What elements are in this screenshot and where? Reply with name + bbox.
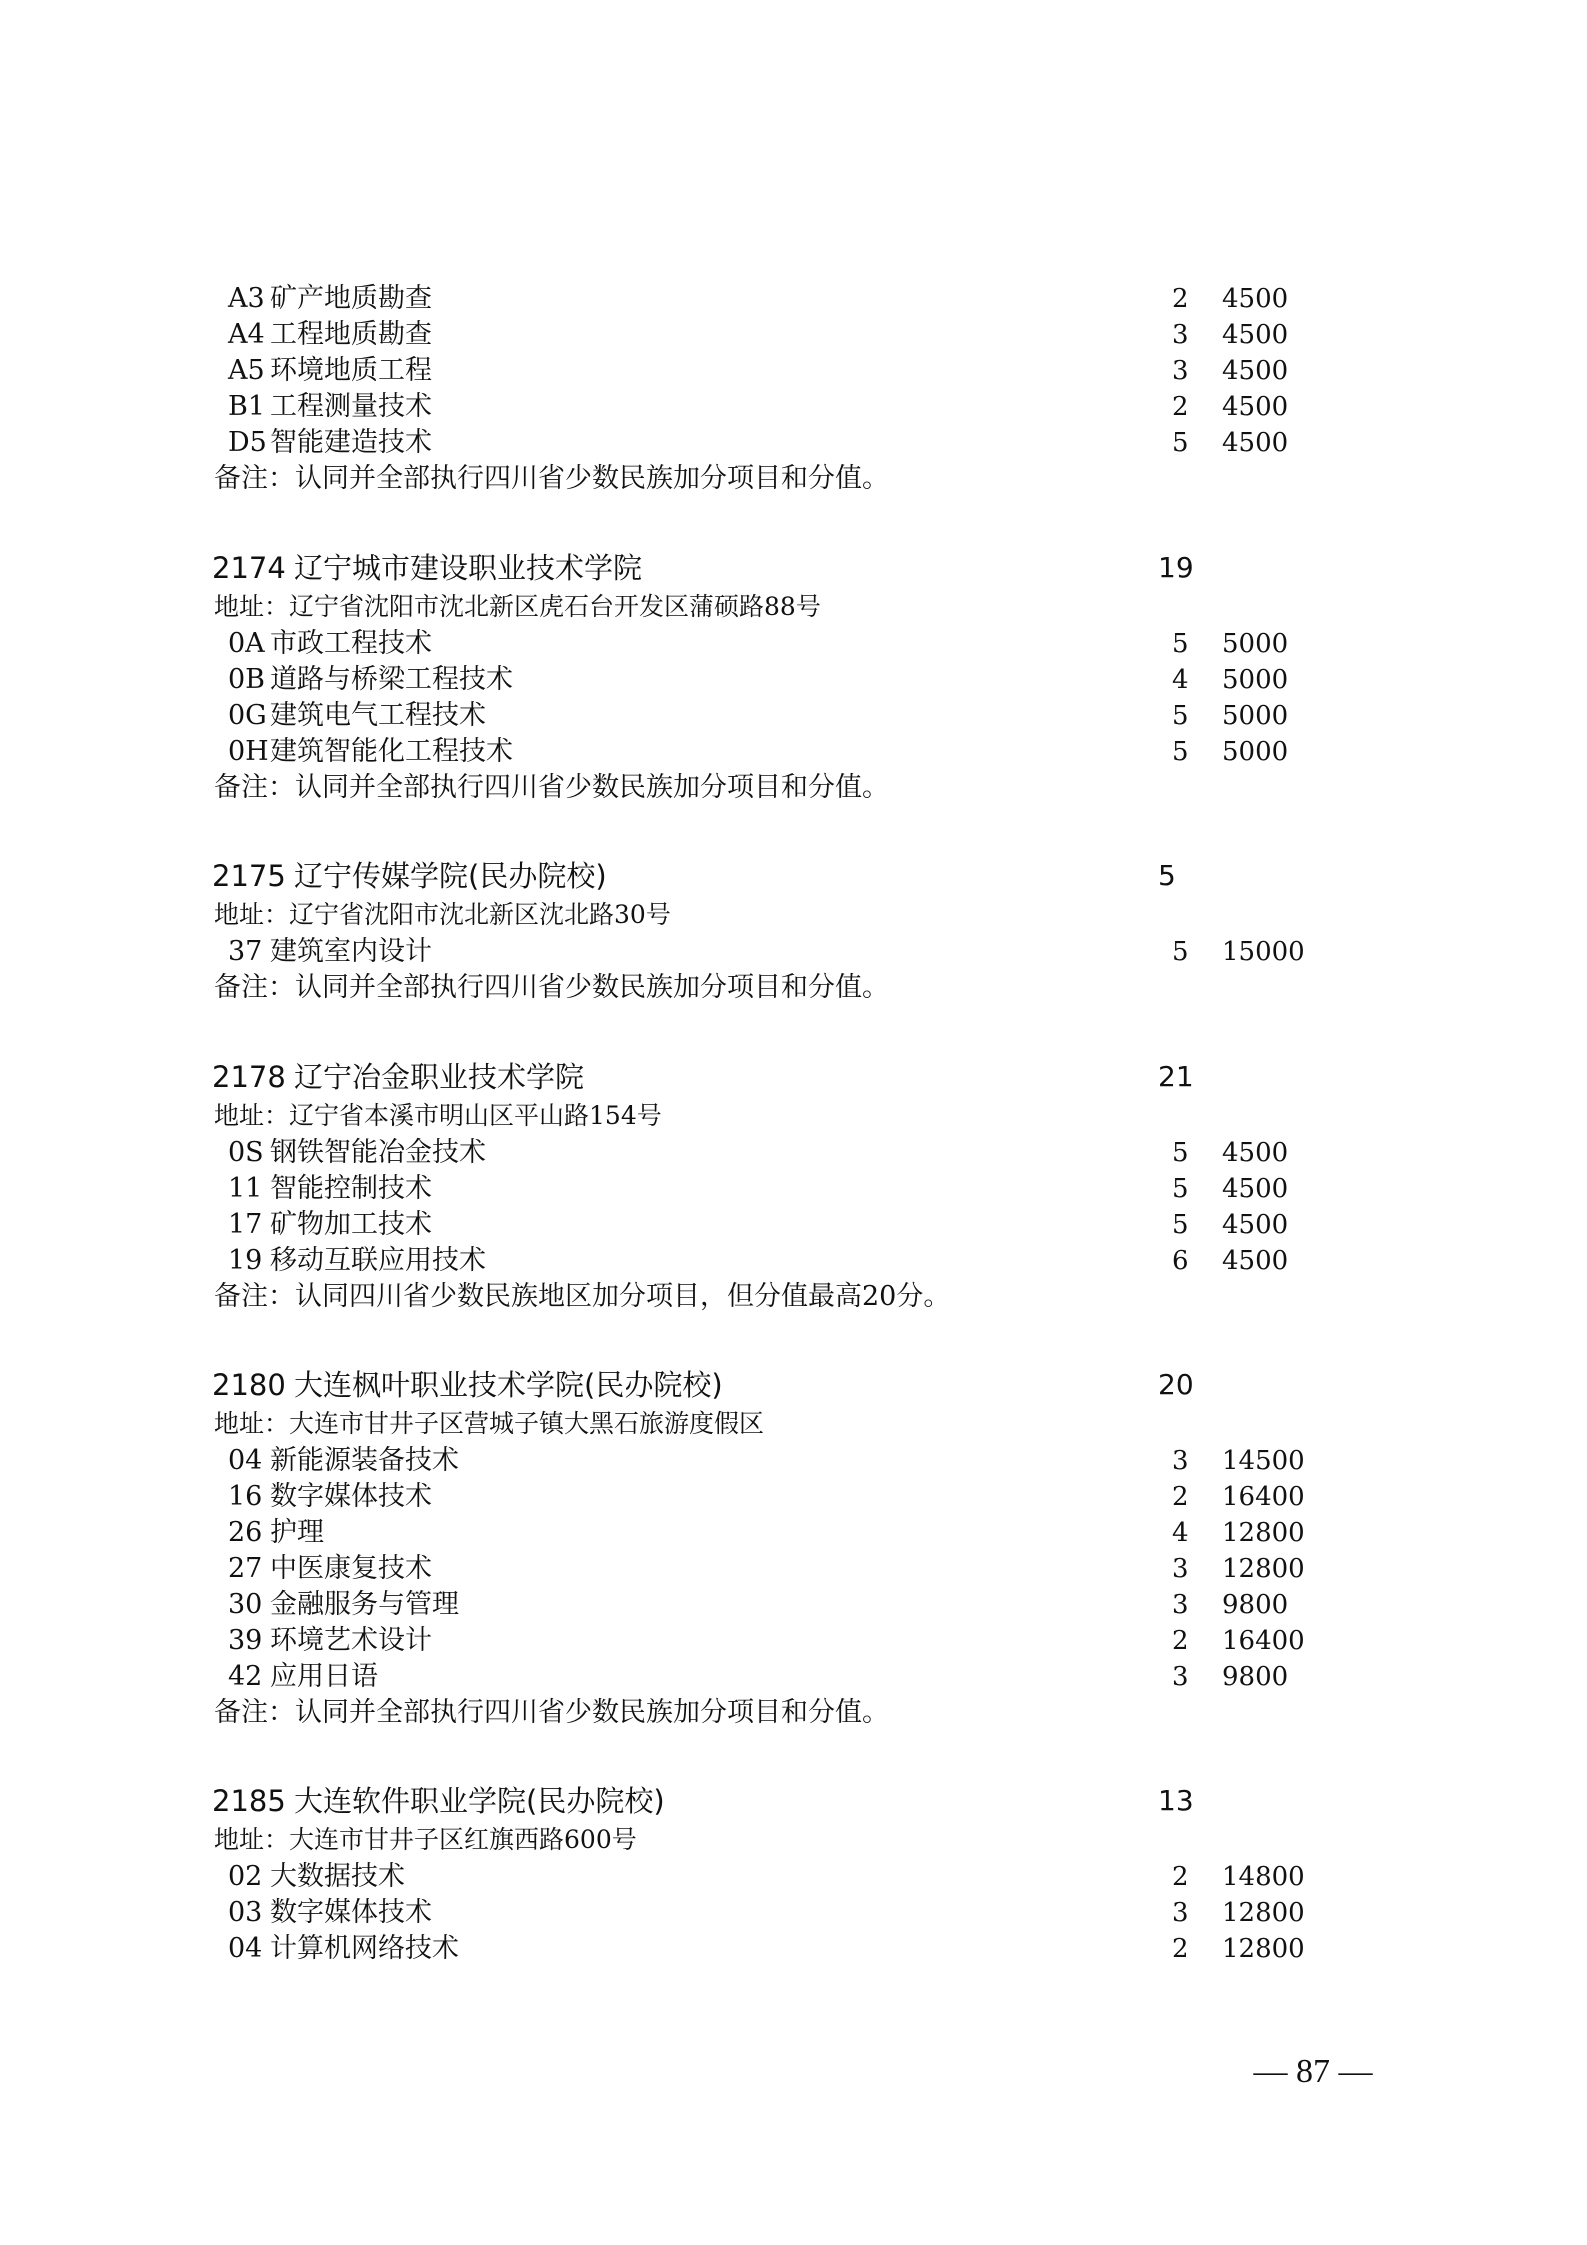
school-code: 2174 <box>212 551 286 585</box>
program-name: 道路与桥梁工程技术 <box>270 664 513 695</box>
program-code: A4 <box>228 319 265 350</box>
program-code: 42 <box>228 1661 263 1692</box>
program-name: 建筑室内设计 <box>270 936 432 967</box>
program-count: 3 <box>1172 1554 1189 1584</box>
program-row <box>0 425 1587 461</box>
program-name: 应用日语 <box>270 1661 378 1692</box>
program-fee: 9800 <box>1222 1590 1289 1620</box>
program-name: 钢铁智能冶金技术 <box>270 1137 486 1168</box>
program-fee: 4500 <box>1222 1210 1289 1240</box>
program-name: 市政工程技术 <box>270 628 432 659</box>
school-address <box>0 1822 1587 1858</box>
program-count: 3 <box>1172 1662 1189 1692</box>
program-row <box>0 1859 1587 1895</box>
program-name: 中医康复技术 <box>270 1553 432 1584</box>
program-row <box>0 281 1587 317</box>
program-code: A3 <box>228 283 265 314</box>
program-name: 大数据技术 <box>270 1861 405 1892</box>
remark-text: 备注：认同并全部执行四川省少数民族加分项目和分值。 <box>214 1697 889 1728</box>
program-fee: 14500 <box>1222 1446 1305 1476</box>
program-count: 2 <box>1172 1482 1189 1512</box>
program-code: B1 <box>228 391 266 422</box>
program-fee: 12800 <box>1222 1934 1305 1964</box>
program-name: 建筑智能化工程技术 <box>270 736 513 767</box>
program-count: 2 <box>1172 1626 1189 1656</box>
program-row <box>0 389 1587 425</box>
school-heading <box>0 1783 1587 1819</box>
program-fee: 12800 <box>1222 1898 1305 1928</box>
program-code: 02 <box>228 1861 263 1892</box>
program-row <box>0 1895 1587 1931</box>
program-name: 工程测量技术 <box>270 391 432 422</box>
program-code: 19 <box>228 1245 263 1276</box>
program-row <box>0 1135 1587 1171</box>
program-row <box>0 1931 1587 1967</box>
program-fee: 4500 <box>1222 320 1289 350</box>
program-code: 17 <box>228 1209 263 1240</box>
school-address <box>0 589 1587 625</box>
page-number: — 87 — <box>1253 2053 1373 2090</box>
program-count: 5 <box>1172 1210 1189 1240</box>
program-code: 26 <box>228 1517 263 1548</box>
program-count: 4 <box>1172 1518 1189 1548</box>
program-row <box>0 1623 1587 1659</box>
program-fee: 5000 <box>1222 665 1289 695</box>
program-fee: 4500 <box>1222 392 1289 422</box>
program-code: 11 <box>228 1173 263 1204</box>
program-row <box>0 1443 1587 1479</box>
school-total: 19 <box>1158 551 1194 584</box>
program-count: 5 <box>1172 701 1189 731</box>
school-address <box>0 897 1587 933</box>
program-code: 0S <box>228 1137 264 1168</box>
program-code: 0A <box>228 628 265 659</box>
program-count: 3 <box>1172 1590 1189 1620</box>
program-count: 2 <box>1172 392 1189 422</box>
remark-line <box>0 770 1587 806</box>
school-heading <box>0 858 1587 894</box>
school-code: 2178 <box>212 1060 286 1094</box>
program-count: 2 <box>1172 1934 1189 1964</box>
school-total: 13 <box>1158 1784 1194 1817</box>
address-text: 地址：大连市甘井子区红旗西路600号 <box>214 1825 637 1854</box>
program-row <box>0 1479 1587 1515</box>
remark-text: 备注：认同并全部执行四川省少数民族加分项目和分值。 <box>214 972 889 1003</box>
program-count: 2 <box>1172 1862 1189 1892</box>
program-code: 16 <box>228 1481 263 1512</box>
program-fee: 9800 <box>1222 1662 1289 1692</box>
program-count: 5 <box>1172 1138 1189 1168</box>
program-name: 建筑电气工程技术 <box>270 700 486 731</box>
program-code: A5 <box>228 355 265 386</box>
program-code: 03 <box>228 1897 263 1928</box>
program-count: 6 <box>1172 1246 1189 1276</box>
program-fee: 15000 <box>1222 937 1305 967</box>
program-name: 护理 <box>270 1517 324 1548</box>
remark-text: 备注：认同并全部执行四川省少数民族加分项目和分值。 <box>214 772 889 803</box>
program-row <box>0 353 1587 389</box>
program-row <box>0 1171 1587 1207</box>
program-fee: 5000 <box>1222 701 1289 731</box>
school-code: 2175 <box>212 859 286 893</box>
program-row <box>0 317 1587 353</box>
program-code: 30 <box>228 1589 263 1620</box>
program-name: 智能建造技术 <box>270 427 432 458</box>
address-text: 地址：辽宁省沈阳市沈北新区沈北路30号 <box>214 900 671 929</box>
school-address <box>0 1098 1587 1134</box>
program-code: 39 <box>228 1625 263 1656</box>
program-count: 3 <box>1172 320 1189 350</box>
program-name: 矿物加工技术 <box>270 1209 432 1240</box>
program-row <box>0 1551 1587 1587</box>
program-fee: 4500 <box>1222 1138 1289 1168</box>
school-total: 21 <box>1158 1060 1194 1093</box>
program-row <box>0 734 1587 770</box>
school-name: 大连软件职业学院(民办院校) <box>294 1784 665 1818</box>
program-fee: 4500 <box>1222 1246 1289 1276</box>
program-count: 5 <box>1172 937 1189 967</box>
remark-line <box>0 461 1587 497</box>
school-address <box>0 1406 1587 1442</box>
program-count: 3 <box>1172 356 1189 386</box>
program-name: 工程地质勘查 <box>270 319 432 350</box>
program-count: 5 <box>1172 737 1189 767</box>
program-name: 环境地质工程 <box>270 355 432 386</box>
program-count: 2 <box>1172 284 1189 314</box>
program-row <box>0 698 1587 734</box>
program-row <box>0 934 1587 970</box>
program-row <box>0 1207 1587 1243</box>
remark-text: 备注：认同并全部执行四川省少数民族加分项目和分值。 <box>214 463 889 494</box>
program-code: 04 <box>228 1933 263 1964</box>
address-text: 地址：辽宁省本溪市明山区平山路154号 <box>214 1101 662 1130</box>
program-code: 0B <box>228 664 266 695</box>
program-code: 0G <box>228 700 267 731</box>
program-count: 3 <box>1172 1898 1189 1928</box>
address-text: 地址：大连市甘井子区营城子镇大黑石旅游度假区 <box>214 1409 765 1438</box>
program-name: 数字媒体技术 <box>270 1481 432 1512</box>
program-fee: 12800 <box>1222 1554 1305 1584</box>
program-name: 移动互联应用技术 <box>270 1245 486 1276</box>
program-count: 4 <box>1172 665 1189 695</box>
address-text: 地址：辽宁省沈阳市沈北新区虎石台开发区蒲硕路88号 <box>214 592 821 621</box>
school-total: 20 <box>1158 1368 1194 1401</box>
school-name: 辽宁传媒学院(民办院校) <box>294 859 607 893</box>
program-name: 矿产地质勘查 <box>270 283 432 314</box>
program-fee: 4500 <box>1222 284 1289 314</box>
program-code: 04 <box>228 1445 263 1476</box>
program-name: 新能源装备技术 <box>270 1445 459 1476</box>
school-name: 辽宁城市建设职业技术学院 <box>294 551 643 585</box>
program-row <box>0 1243 1587 1279</box>
program-fee: 16400 <box>1222 1482 1305 1512</box>
program-name: 金融服务与管理 <box>270 1589 459 1620</box>
school-heading <box>0 1059 1587 1095</box>
program-code: 37 <box>228 936 263 967</box>
program-row <box>0 1587 1587 1623</box>
program-row <box>0 1659 1587 1695</box>
program-fee: 4500 <box>1222 356 1289 386</box>
program-fee: 16400 <box>1222 1626 1305 1656</box>
program-name: 环境艺术设计 <box>270 1625 432 1656</box>
program-name: 计算机网络技术 <box>270 1933 459 1964</box>
program-code: 0H <box>228 736 269 767</box>
program-fee: 5000 <box>1222 629 1289 659</box>
program-fee: 14800 <box>1222 1862 1305 1892</box>
program-fee: 12800 <box>1222 1518 1305 1548</box>
program-row <box>0 626 1587 662</box>
program-fee: 4500 <box>1222 1174 1289 1204</box>
school-code: 2180 <box>212 1368 286 1402</box>
remark-line <box>0 1279 1587 1315</box>
school-heading <box>0 550 1587 586</box>
program-code: D5 <box>228 427 267 458</box>
program-code: 27 <box>228 1553 263 1584</box>
school-name: 大连枫叶职业技术学院(民办院校) <box>294 1368 723 1402</box>
remark-line <box>0 970 1587 1006</box>
school-heading <box>0 1367 1587 1403</box>
school-total: 5 <box>1158 859 1176 892</box>
program-name: 智能控制技术 <box>270 1173 432 1204</box>
program-count: 5 <box>1172 1174 1189 1204</box>
program-count: 5 <box>1172 629 1189 659</box>
school-name: 辽宁冶金职业技术学院 <box>294 1060 585 1094</box>
program-count: 5 <box>1172 428 1189 458</box>
program-row <box>0 1515 1587 1551</box>
program-fee: 5000 <box>1222 737 1289 767</box>
program-name: 数字媒体技术 <box>270 1897 432 1928</box>
remark-text: 备注：认同四川省少数民族地区加分项目，但分值最高20分。 <box>214 1281 951 1312</box>
school-code: 2185 <box>212 1784 286 1818</box>
program-row <box>0 662 1587 698</box>
program-count: 3 <box>1172 1446 1189 1476</box>
remark-line <box>0 1695 1587 1731</box>
program-fee: 4500 <box>1222 428 1289 458</box>
